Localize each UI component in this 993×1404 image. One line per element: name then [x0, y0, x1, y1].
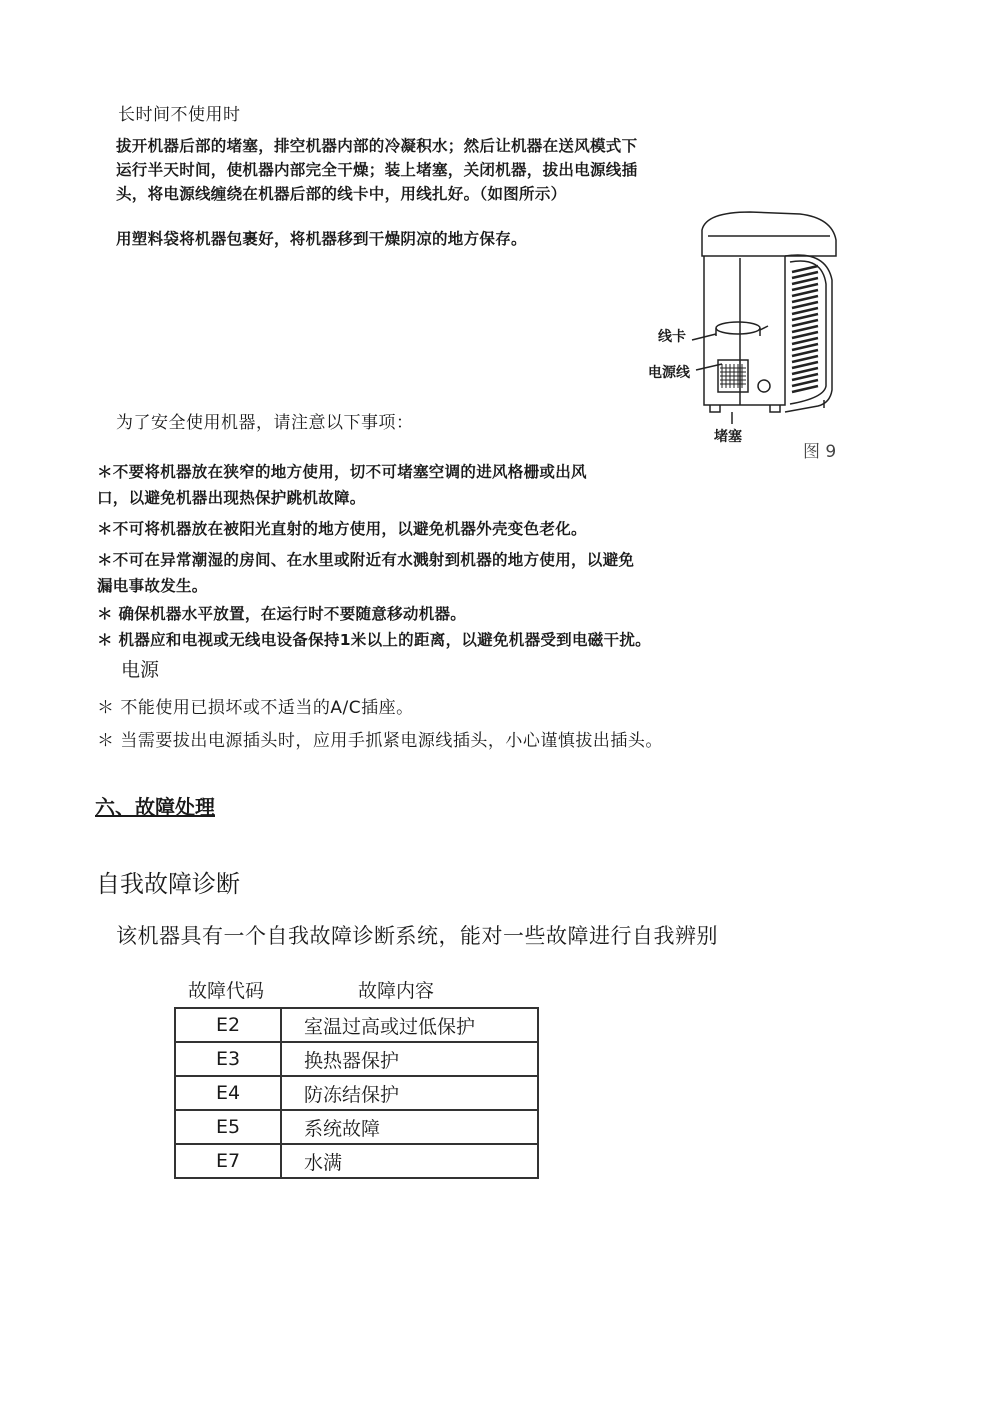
figure-caption: 图 9 — [803, 442, 837, 462]
self-diagnosis-intro: 该机器具有一个自我故障诊断系统，能对一些故障进行自我辨别 — [116, 924, 718, 948]
storage-para-line: 头，将电源线缠绕在机器后部的线卡中，用线扎好。（如图所示） — [116, 185, 567, 203]
error-code-table — [174, 1007, 539, 1179]
safety-item: ＊不可在异常潮湿的房间、在水里或附近有水溅射到机器的地方使用，以避免 — [97, 551, 635, 569]
section-title: 六、故障处理 — [95, 795, 215, 819]
figure-label-power-cord: 电源线 — [648, 365, 690, 381]
figure-label-cord-clip: 线卡 — [658, 329, 686, 345]
error-code: E4 — [175, 1076, 281, 1110]
table-row — [175, 1008, 538, 1042]
error-description: 防冻结保护 — [281, 1076, 538, 1110]
error-description: 系统故障 — [281, 1110, 538, 1144]
column-header-code: 故障代码 — [188, 980, 265, 1002]
table-row — [175, 1076, 538, 1110]
storage-para-line: 拔开机器后部的堵塞，排空机器内部的冷凝积水；然后让机器在送风模式下 — [116, 137, 638, 155]
power-item: ＊ 不能使用已损坏或不适当的A/C插座。 — [97, 698, 414, 718]
column-header-content: 故障内容 — [358, 980, 435, 1002]
storage-para-line: 运行半天时间，使机器内部完全干燥；装上堵塞，关闭机器，拔出电源线插 — [116, 161, 638, 179]
table-row — [175, 1042, 538, 1076]
storage-heading: 长时间不使用时 — [118, 105, 241, 125]
storage-wrap-line: 用塑料袋将机器包裹好，将机器移到干燥阴凉的地方保存。 — [116, 230, 527, 248]
error-code: E2 — [175, 1008, 281, 1042]
power-item: ＊ 当需要拔出电源插头时，应用手抓紧电源线插头，小心谨慎拔出插头。 — [97, 731, 663, 751]
table-row — [175, 1144, 538, 1178]
safety-heading: 为了安全使用机器，请注意以下事项： — [116, 413, 414, 433]
error-description: 换热器保护 — [281, 1042, 538, 1076]
safety-item: 漏电事故发生。 — [97, 577, 208, 595]
self-diagnosis-title: 自我故障诊断 — [96, 870, 240, 898]
figure-label-drain-plug: 堵塞 — [714, 429, 742, 445]
error-code: E3 — [175, 1042, 281, 1076]
safety-item: ＊不要将机器放在狭窄的地方使用，切不可堵塞空调的进风格栅或出风 — [97, 463, 587, 481]
safety-item: 口，以避免机器出现热保护跳机故障。 — [97, 489, 366, 507]
power-heading: 电源 — [121, 659, 160, 681]
safety-item: ＊ 确保机器水平放置，在运行时不要随意移动机器。 — [97, 605, 467, 623]
error-description: 室温过高或过低保护 — [281, 1008, 538, 1042]
error-description: 水满 — [281, 1144, 538, 1178]
safety-item: ＊不可将机器放在被阳光直射的地方使用，以避免机器外壳变色老化。 — [97, 520, 587, 538]
table-row — [175, 1110, 538, 1144]
safety-item: ＊ 机器应和电视或无线电设备保持1米以上的距离，以避免机器受到电磁干扰。 — [97, 631, 651, 649]
error-code: E7 — [175, 1144, 281, 1178]
error-code: E5 — [175, 1110, 281, 1144]
